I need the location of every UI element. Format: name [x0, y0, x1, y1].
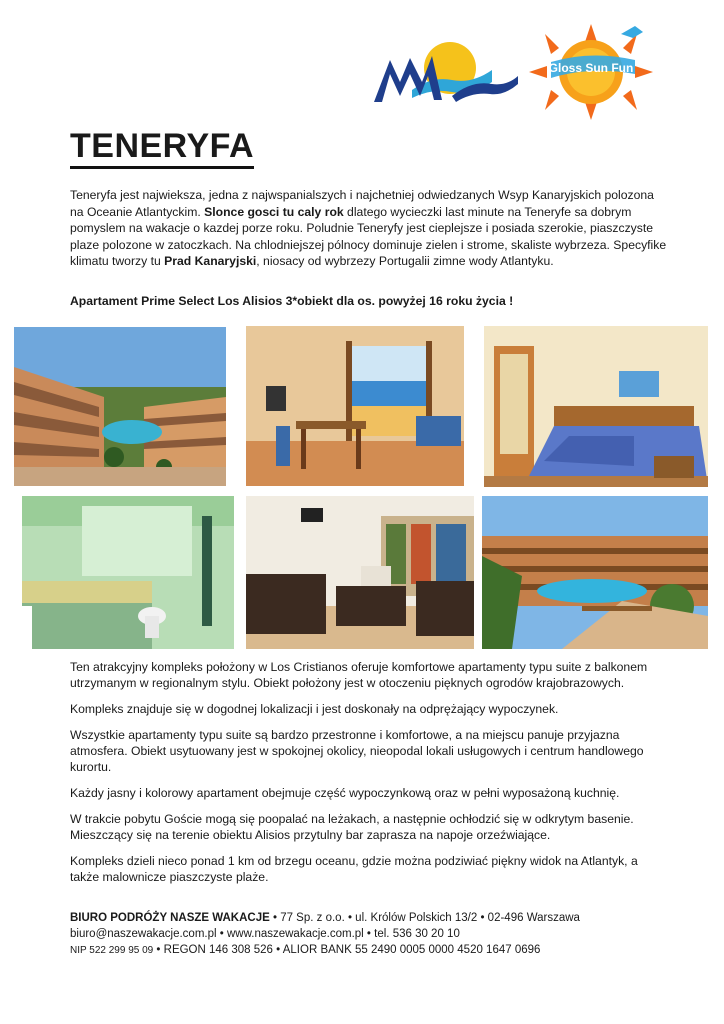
sun-fun-logo-text: Gloss Sun Fun: [548, 61, 634, 75]
photo-pool-courtyard: [482, 496, 708, 649]
paragraph-6: Kompleks dzieli nieco ponad 1 km od brzegu oceanu, gdzie można podziwiać piękny widok na Atlantyk, a także malownicze piaszczyste plaże.: [70, 854, 638, 884]
page-title: TENERYFA: [70, 126, 254, 169]
intro-text-3: , niosacy od wybrzezy Portugalii zimne wody Atlantyku.: [256, 254, 554, 268]
sun-fun-logo: [525, 22, 657, 122]
paragraph-1: Ten atrakcyjny kompleks położony w Los Cristianos oferuje komfortowe apartamenty typu suite z balkonem utrzymanym w regionalnym stylu. Obiekt położony jest w otoczeniu pięknych ogrodów krajobrazowych.: [70, 660, 648, 690]
photo-resort-aerial: [14, 327, 226, 486]
intro-text-2: dlatego wycieczki last minute na Teneryfe sa dobrym pomyslem na wakacje o kazdej porze roku. Poludnie Teneryfy jest cieplejsze i posiada szerokie, piaszczyste plaze polozone w zatoczkach. Na chlodniejszej pólnocy dominuje zielen i strome, skaliste wybrzeza. Specyfike klimatu tworzy tu: [70, 204, 667, 268]
footer-line-3: [70, 942, 690, 959]
company-footer: [70, 910, 690, 959]
photo-bedroom: [484, 326, 708, 487]
intro-text-1: Teneryfa jest najwieksza, jedna z najwspanialszych i najchetniej odwiedzanych Wsyp Kanaryjskich polozona na Oceanie Atlantyckim.: [70, 188, 654, 219]
intro-bold-2: Prad Kanaryjski: [164, 254, 257, 268]
paragraph-4: Każdy jasny i kolorowy apartament obejmuje część wypoczynkową oraz w pełni wyposażoną kuchnię.: [70, 786, 620, 800]
photo-lounge-bar: [246, 496, 474, 649]
intro-paragraph: [70, 187, 670, 270]
description-body: [70, 659, 670, 895]
footer-contact-line: biuro@naszewakacje.com.pl • www.naszewakacje.com.pl • tel. 536 30 20 10: [70, 928, 460, 940]
photo-living-room-balcony: [246, 326, 464, 486]
footer-line-1: [70, 910, 690, 926]
footer-company-name: BIURO PODRÓŻY NASZE WAKACJE: [70, 912, 270, 924]
hotel-subheading: Apartament Prime Select Los Alisios 3*obiekt dla os. powyżej 16 roku życia !: [70, 294, 514, 308]
paragraph-5: W trakcie pobytu Goście mogą się poopalać na leżakach, a następnie ochłodzić się w odkrytym basenie. Mieszczący się na terenie obiektu Alisios przytulny bar zaprasza na napoje orzeźwiające.: [70, 812, 634, 842]
intro-bold-1: Slonce gosci tu caly rok: [204, 204, 344, 219]
photo-bathroom: [22, 496, 234, 649]
footer-address: • 77 Sp. z o.o. • ul. Królów Polskich 13/2 • 02-496 Warszawa: [269, 912, 580, 924]
footer-nip: NIP 522 299 95 09: [70, 945, 154, 956]
waves-logo: [372, 40, 520, 106]
paragraph-2: Kompleks znajduje się w dogodnej lokalizacji i jest doskonały na odprężający wypoczynek.: [70, 702, 559, 716]
paragraph-3: Wszystkie apartamenty typu suite są bardzo przestronne i komfortowe, a na miejscu panuje przyjazna atmosfera. Obiekt usytuowany jest w spokojnej okolicy, nieopodal lokali usługowych i centrum handlowego kurortu.: [70, 728, 644, 774]
footer-registration: • REGON 146 308 526 • ALIOR BANK 55 2490 0005 0000 4520 1647 0696: [153, 944, 541, 956]
